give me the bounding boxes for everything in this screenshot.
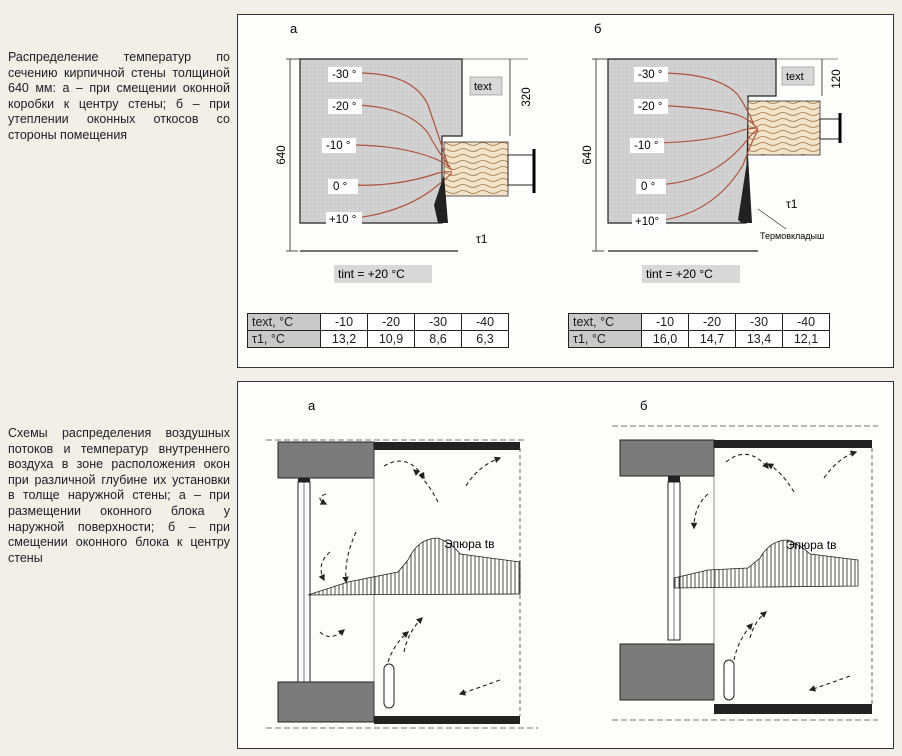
upper-wall-a — [278, 442, 374, 478]
epure-label-b: Эпюра tв — [786, 538, 837, 552]
table-a: text, °C -10 -20 -30 -40 τ1, °C 13,2 10,9 8,6 6,3 — [247, 313, 509, 348]
label-b-top: б — [594, 21, 602, 36]
isotherm-a-minus10: -10 ° — [326, 140, 351, 152]
tau1-a: τ1 — [476, 232, 488, 246]
label-a-bottom: а — [308, 398, 316, 413]
isotherm-b-minus30: -30 ° — [638, 69, 663, 81]
table-b: text, °C -10 -20 -30 -40 τ1, °C 16,0 14,7 13,4 12,1 — [568, 313, 830, 348]
t-int-b: tint = +20 °C — [646, 267, 713, 281]
dim-320-a: 320 — [521, 87, 533, 107]
lower-wall-b — [620, 644, 714, 700]
isotherm-a-plus10: +10 ° — [329, 214, 357, 226]
caption-airflow-schemes: Схемы распределения воздушных потоков и температур внутреннего воздуха в зоне расположения окон при различной глубине их установки в толще наружной стены; а – при размещении оконного блока у наружной поверхности; б – при смещении оконного блока к центру стены — [8, 426, 230, 565]
window-frame-b — [748, 101, 820, 155]
isotherm-a-minus30: -30 ° — [332, 69, 357, 81]
dim-120-b: 120 — [831, 69, 843, 89]
panel-temperature-sections — [237, 14, 894, 368]
epure-label-a: Эпюра tв — [444, 537, 495, 551]
caption-temperature-distribution: Распределение температур по сечению кирпичной стены толщиной 640 мм: а – при смещении оконной коробки к центру стены; б – при утеплении оконных откосов со стороны помещения — [8, 50, 230, 142]
label-b-bottom: б — [640, 398, 648, 413]
tau1-b: τ1 — [786, 197, 798, 211]
dim-640-b: 640 — [582, 145, 594, 165]
table-b-head-text: text, °C — [569, 314, 642, 331]
t-int-a: tint = +20 °C — [338, 267, 405, 281]
glazing-b — [820, 119, 840, 139]
t-ext-a: text — [474, 81, 492, 93]
panel-airflow-schemes — [237, 381, 894, 749]
table-a-head-text: text, °C — [248, 314, 321, 331]
t-ext-b: text — [786, 71, 804, 83]
table-a-head-tau: τ1, °C — [248, 331, 321, 348]
label-a-top: а — [290, 21, 298, 36]
isotherm-a-0: 0 ° — [333, 181, 348, 193]
upper-wall-b — [620, 440, 714, 476]
table-b-head-tau: τ1, °C — [569, 331, 642, 348]
isotherm-b-minus10: -10 ° — [634, 140, 659, 152]
isotherm-b-minus20: -20 ° — [638, 101, 663, 113]
window-frame-a — [444, 142, 508, 196]
isotherm-b-plus10: +10° — [635, 216, 660, 228]
isotherm-b-0: 0 ° — [641, 181, 656, 193]
dim-640-a: 640 — [276, 145, 288, 165]
isotherm-a-minus20: -20 ° — [332, 101, 357, 113]
lower-wall-a — [278, 682, 374, 722]
airflow-diagrams — [238, 382, 892, 747]
glazing-a — [508, 155, 534, 185]
thermal-insert-label: Термовкладыш — [760, 231, 825, 241]
